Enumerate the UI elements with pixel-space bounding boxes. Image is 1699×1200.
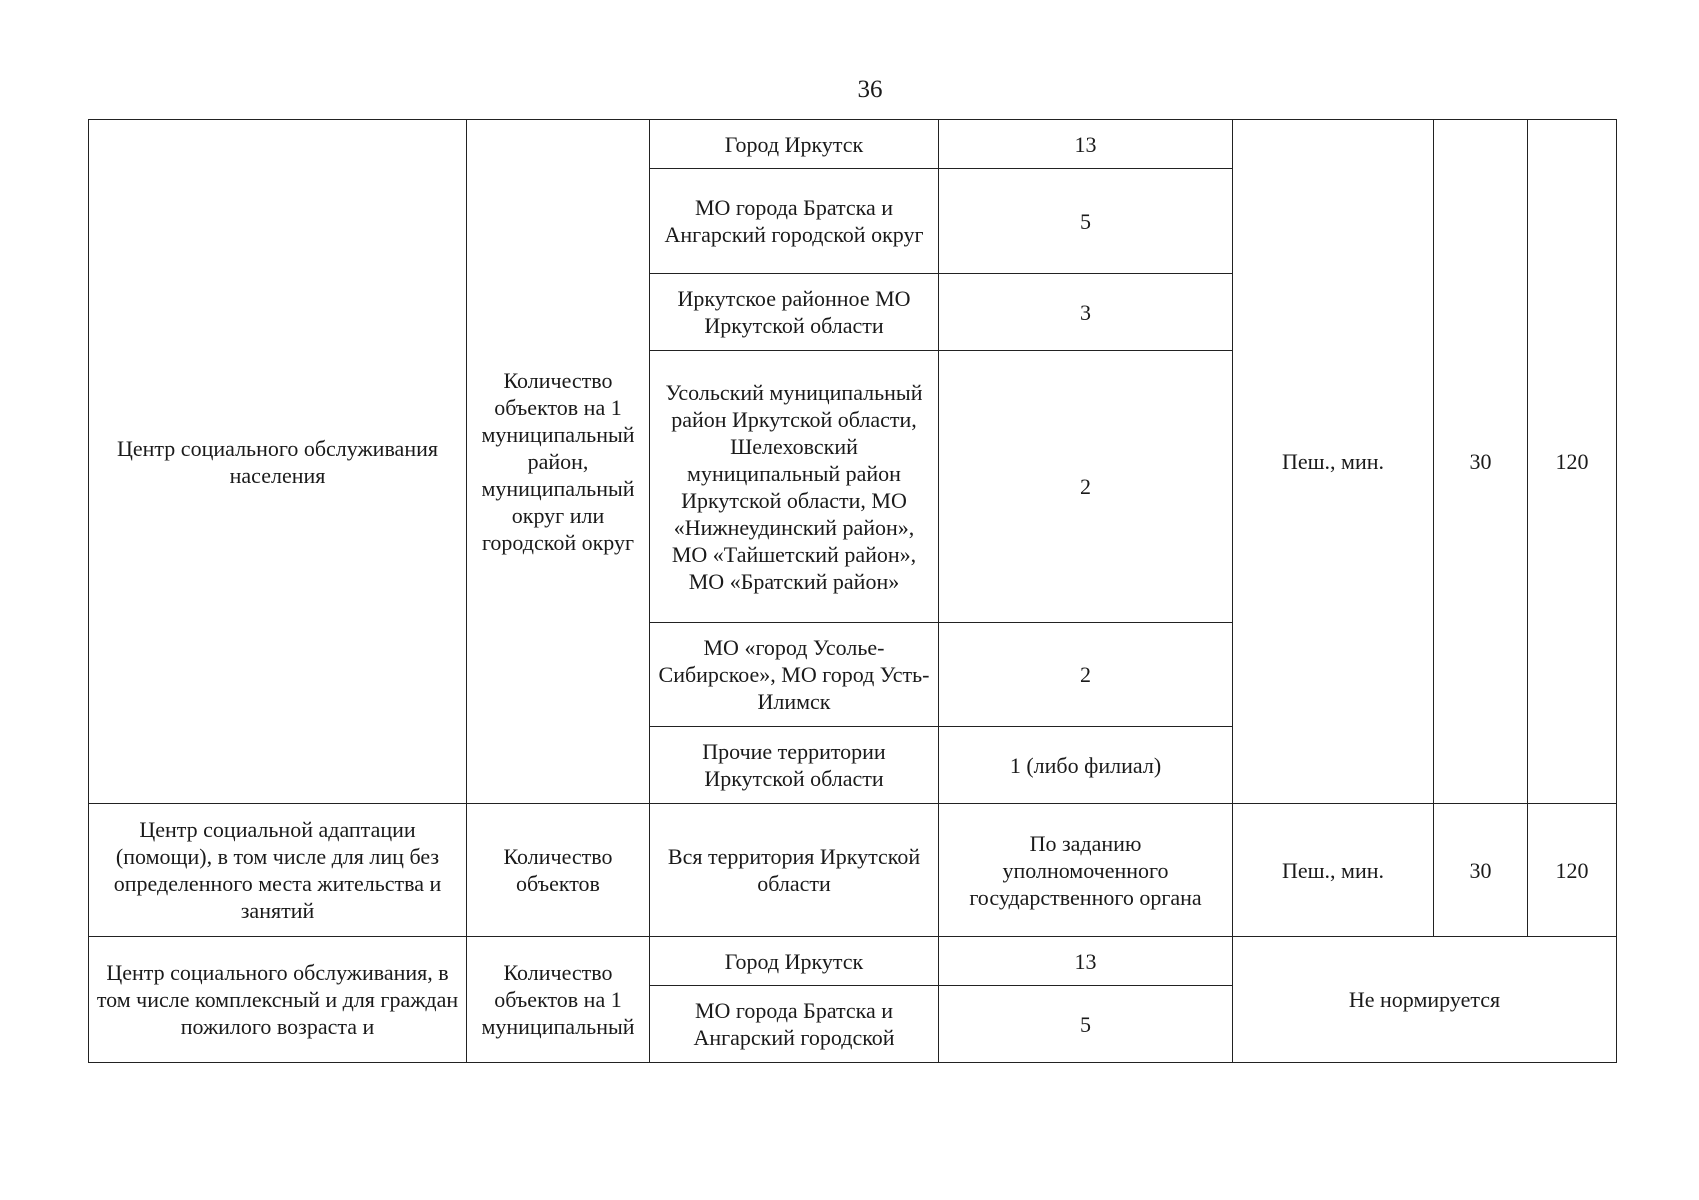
territory-cell: Иркутское районное МО Иркутской области bbox=[650, 274, 939, 351]
value-cell: 13 bbox=[939, 120, 1233, 169]
table-row bbox=[89, 937, 1617, 986]
access-value-cell: 30 bbox=[1434, 804, 1528, 937]
value-cell: 1 (либо филиал) bbox=[939, 727, 1233, 804]
access-note-cell: Не нормируется bbox=[1233, 937, 1617, 1063]
territory-cell: Вся территория Иркутской области bbox=[650, 804, 939, 937]
territory-cell: Прочие территории Иркутской области bbox=[650, 727, 939, 804]
table-row bbox=[89, 804, 1617, 937]
territory-cell: МО города Братска и Ангарский городской округ bbox=[650, 169, 939, 274]
indicator-cell: Количество объектов bbox=[467, 804, 650, 937]
value-cell: 3 bbox=[939, 274, 1233, 351]
access-limit-cell: 120 bbox=[1528, 804, 1617, 937]
indicator-cell: Количество объектов на 1 муниципальный район, муниципальный округ или городской округ bbox=[467, 120, 650, 804]
territory-cell: Город Иркутск bbox=[650, 937, 939, 986]
value-cell: 5 bbox=[939, 986, 1233, 1063]
value-cell: 2 bbox=[939, 351, 1233, 623]
territory-cell: Усольский муниципальный район Иркутской области, Шелеховский муниципальный район Иркутской области, МО «Нижнеудинский район», МО «Тайшетский район», МО «Братский район» bbox=[650, 351, 939, 623]
norms-table bbox=[88, 119, 1617, 1063]
table-row bbox=[89, 120, 1617, 169]
territory-cell: МО города Братска и Ангарский городской bbox=[650, 986, 939, 1063]
facility-cell: Центр социального обслуживания, в том числе комплексный и для граждан пожилого возраста и bbox=[89, 937, 467, 1063]
facility-cell: Центр социального обслуживания населения bbox=[89, 120, 467, 804]
access-type-cell: Пеш., мин. bbox=[1233, 804, 1434, 937]
value-cell: 13 bbox=[939, 937, 1233, 986]
territory-cell: Город Иркутск bbox=[650, 120, 939, 169]
value-cell: 5 bbox=[939, 169, 1233, 274]
page-number: 36 bbox=[857, 76, 883, 103]
access-limit-cell: 120 bbox=[1528, 120, 1617, 804]
territory-cell: МО «город Усолье-Сибирское», МО город Усть-Илимск bbox=[650, 623, 939, 727]
facility-cell: Центр социальной адаптации (помощи), в том числе для лиц без определенного места жительства и занятий bbox=[89, 804, 467, 937]
value-cell: 2 bbox=[939, 623, 1233, 727]
value-cell: По заданию уполномоченного государственного органа bbox=[939, 804, 1233, 937]
indicator-cell: Количество объектов на 1 муниципальный bbox=[467, 937, 650, 1063]
access-value-cell: 30 bbox=[1434, 120, 1528, 804]
access-type-cell: Пеш., мин. bbox=[1233, 120, 1434, 804]
